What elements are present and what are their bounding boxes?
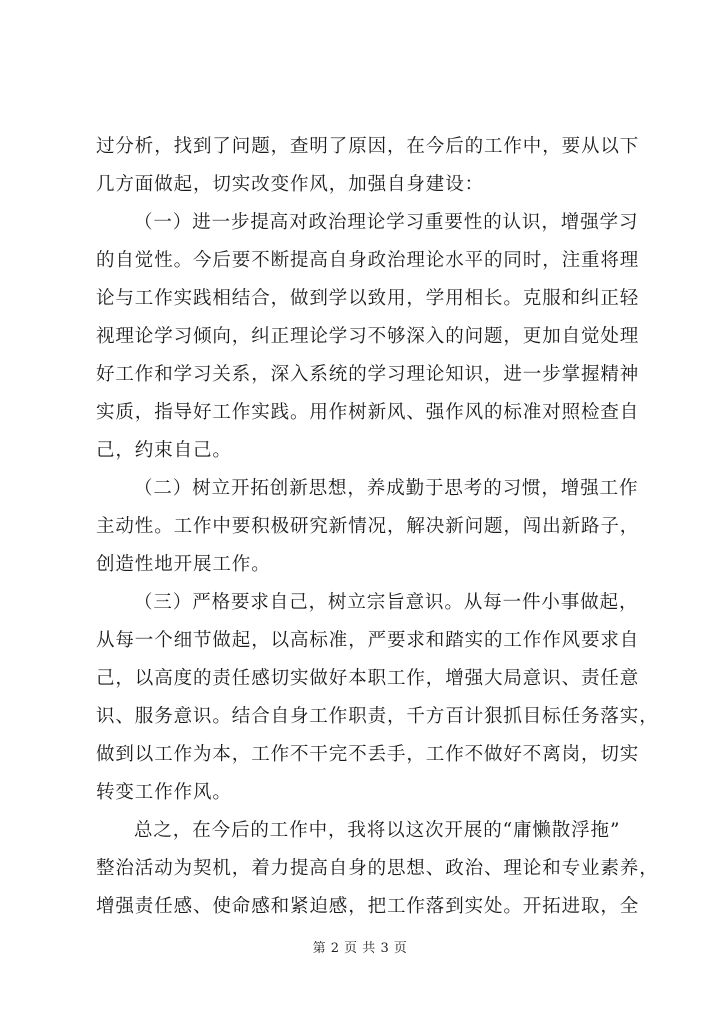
text-line: 转变工作作风。	[96, 782, 232, 803]
section-two-heading-line: （二）树立开拓创新思想，养成勤于思考的习惯，增强工作	[134, 478, 639, 499]
text-line: 论与工作实践相结合，做到学以致用，学用相长。克服和纠正轻	[96, 288, 640, 309]
text-line: 做到以工作为本，工作不干完不丢手，工作不做好不离岗，切实	[96, 744, 640, 765]
text-line: 整治活动为契机，着力提高自身的思想、政治、理论和专业素养，	[96, 858, 659, 879]
text-line: 过分析，找到了问题，查明了原因，在今后的工作中，要从以下	[96, 136, 640, 157]
text-line: 视理论学习倾向，纠正理论学习不够深入的问题，更加自觉处理	[96, 326, 640, 347]
text-line: 实质，指导好工作实践。用作树新风、强作风的标准对照检查自	[96, 402, 640, 423]
text-line: 的自觉性。今后要不断提高自身政治理论水平的同时，注重将理	[96, 250, 640, 271]
text-line: 增强责任感、使命感和紧迫感，把工作落到实处。开拓进取，全	[96, 896, 640, 917]
document-body	[96, 128, 659, 926]
text-line: 几方面做起，切实改变作风，加强自身建设：	[96, 174, 485, 195]
section-one-heading-line: （一）进一步提高对政治理论学习重要性的认识，增强学习	[134, 212, 639, 233]
text-line: 己，约束自己。	[96, 440, 232, 461]
text-line: 创造性地开展工作。	[96, 554, 271, 575]
conclusion-line: 总之，在今后的工作中，我将以这次开展的“庸懒散浮拖”	[134, 820, 621, 841]
text-line: 识、服务意识。结合自身工作职责，千方百计狠抓目标任务落实，	[96, 706, 659, 727]
text-line: 从每一个细节做起，以高标准，严要求和踏实的工作作风要求自	[96, 630, 640, 651]
text-line: 主动性。工作中要积极研究新情况，解决新问题，闯出新路子，	[96, 516, 640, 537]
page-number-footer: 第 2 页 共 3 页	[312, 941, 408, 956]
text-line: 好工作和学习关系，深入系统的学习理论知识，进一步掌握精神	[96, 364, 640, 385]
section-three-heading-line: （三）严格要求自己，树立宗旨意识。从每一件小事做起，	[134, 592, 639, 613]
text-line: 己，以高度的责任感切实做好本职工作，增强大局意识、责任意	[96, 668, 640, 689]
